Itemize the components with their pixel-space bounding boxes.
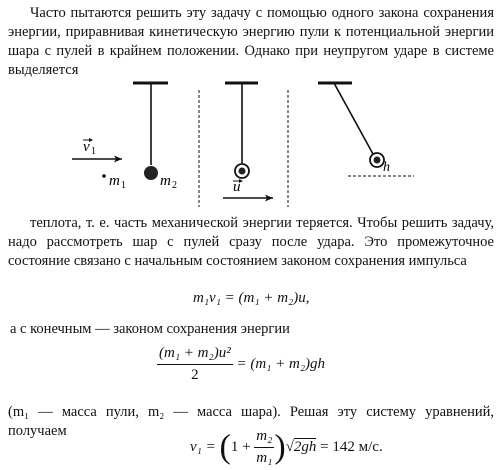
equation-result: v₁ = (1 + $\frac{\text{m₂}}{\text{m₁}}$ )√2gh = 142 м/с. [190,428,383,466]
pendulum-figure [0,80,500,210]
panel-initial [72,83,177,191]
equation-momentum: m₁v₁ = (m₁ + m₂)u, [193,290,310,306]
mass-ratio: $\frac{\text{m₂}}{\text{m₁}}$ [256,428,273,466]
svg-text:2: 2 [172,180,177,191]
label-m2: m [160,173,171,189]
paragraph-intermediate: теплота, т. е. часть механической энергии теряется. Чтобы решить задачу, надо рассмотреть шар с пулей сразу после удара. Это промежуточное состояние связано с начальным состоянием законом сохранения импульса [8,215,494,269]
paragraph-intro: Часто пытаются решить эту задачу с помощью одного закона сохранения энергии, приравнивая кинетическую энергию пули к потенциальной энергии шара с пулей в крайнем положении. Однако при неупругом ударе в системе выделяется [8,5,494,78]
panel-raised [318,83,414,176]
svg-text:1: 1 [91,146,96,157]
paragraph-energy: а с конечным — законом сохранения энергии [10,321,290,337]
svg-text:1: 1 [121,180,126,191]
panel-after-impact [223,83,273,202]
label-h: h [383,160,390,175]
energy-fraction: $\frac{\text{(m₁ + m₂)u²}}{2}$ [159,345,231,383]
label-v1: v [83,139,90,155]
label-u: u [233,179,241,195]
equation-energy: $\frac{\text{(m₁ + m₂)u²}}{2}$ = (m₁ + m₂)gh [159,345,326,383]
paragraph-solve: (m₁ — масса пули, m₂ — масса шара). Решая эту систему уравнений, получаем [8,404,494,439]
label-m1: m [109,173,120,189]
